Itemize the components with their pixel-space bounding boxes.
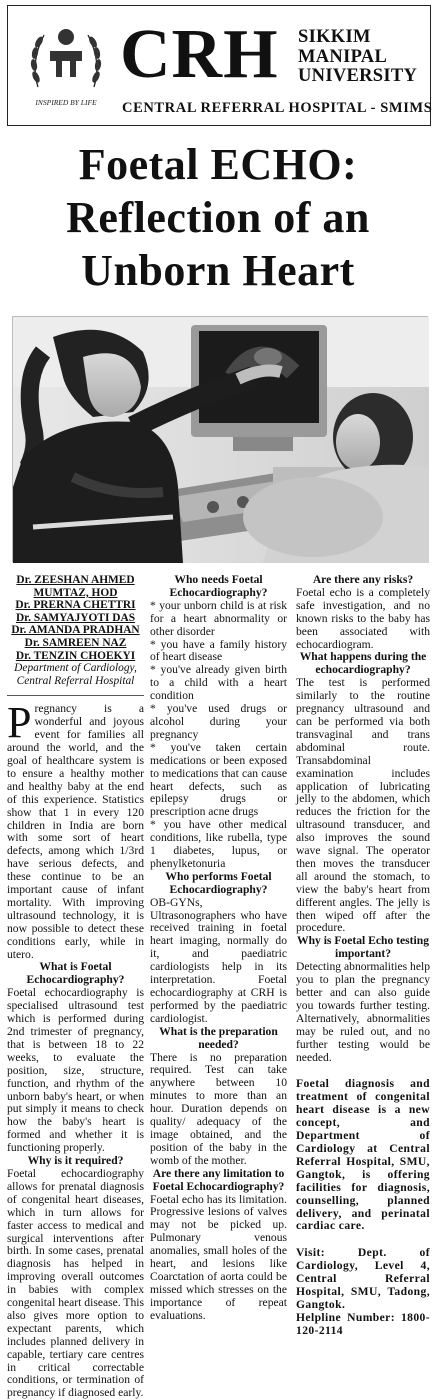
- section-heading: What is Foetal Echocardiography?: [26, 960, 125, 987]
- section-heading: Why is Foetal Echo testing important?: [296, 934, 430, 961]
- logo-text: INSPIRED BY LIFE: [35, 98, 97, 107]
- section-heading: Why is it required?: [27, 1154, 124, 1168]
- section-heading: Who performs Foetal Echocardiography?: [165, 869, 272, 896]
- author-name: Dr. SAMREEN NAZ: [24, 636, 127, 649]
- list-item: * you've taken certain medications or been exposed to medications that can cause heart defects, such as epilepsy drugs or prescription acne drugs: [150, 740, 287, 819]
- university-name: [298, 28, 417, 87]
- author-name: Dr. SAMYAJYOTI DAS: [15, 611, 136, 624]
- list-item: * you've used drugs or alcohol during your pregnancy: [150, 702, 287, 741]
- crh-logo-icon: [26, 17, 106, 111]
- list-item: * you have a family history of heart disease: [150, 637, 287, 664]
- article-column-3: [296, 574, 430, 1338]
- author-list: [7, 574, 144, 662]
- list-item: * you have other medical conditions, like rubella, type 1 diabetes, lupus, or phenylketonuria: [150, 818, 287, 870]
- section-heading: Who needs Foetal Echocardiography?: [169, 573, 268, 599]
- paragraph: Foetal echocardiography is specialised ultrasound test which is performed during 2nd trimester of pregnancy, that is between 18 to 22 weeks, to evaluate the position, size, structure, function, and rhythm of the unborn baby's heart, or when put simply it means to check how the baby's heart is formed and whether it is functioning properly.: [7, 986, 144, 1155]
- masthead: [7, 5, 431, 126]
- paragraph: The test is performed similarly to the routine pregnancy ultrasound and can be performed via both transvaginal and trans abdominal route. Transabdominal examination includes application of lubricating jelly to the abdomen, which reduces the friction for the ultrasound transducer, and also improves the sound wave signal. The operator then moves the transducer all around the stomach, to view the baby's heart from different angles. The jelly is then wiped off after the procedure.: [296, 676, 430, 935]
- intro-paragraph: [7, 698, 144, 961]
- ultrasound-photo: [12, 316, 428, 562]
- university-line: SIKKIM: [298, 27, 371, 47]
- headline-line: Unborn Heart: [81, 246, 355, 295]
- author-name: MUMTAZ, HOD: [33, 586, 118, 599]
- headline-line: Foetal ECHO:: [78, 140, 358, 189]
- author-department: Department of Cardiology, Central Referral Hospital: [14, 662, 137, 687]
- divider: [7, 695, 144, 696]
- hospital-name: CENTRAL REFERRAL HOSPITAL - SMIMS: [122, 100, 433, 116]
- section-heading: What happens during the echocardiography?: [299, 650, 427, 677]
- paragraph: OB-GYNs, Ultrasonographers who have received training in foetal heart imaging, normally do it, and paediatric cardiologists help in its interpretation. Foetal echocardiography at CRH is performed by the paediatric cardiologist.: [150, 895, 287, 1025]
- section-heading: Are there any risks?: [312, 573, 414, 586]
- author-name: Dr. ZEESHAN AHMED: [16, 574, 135, 586]
- paragraph: Foetal echo has its limitation. Progressive lesions of valves may not be picked up. Pulmonary venous anomalies, small holes of the heart, and lesions like Coarctation of aorta could be missed which stresses on the importance of repeat evaluations.: [150, 1192, 287, 1322]
- paragraph: Foetal echo is a completely safe investigation, and no known risks to the baby has been associated with echocardiogram.: [296, 585, 430, 651]
- paragraph: Detecting abnormalities help you to plan the pregnancy better and can also guide you towards further testing. Alternatively, abnormalities may be ruled out, and no further testing would be needed.: [296, 960, 430, 1064]
- list-item: * your unborn child is at risk for a heart abnormality or other disorder: [150, 598, 287, 638]
- headline-line: Reflection of an: [66, 193, 370, 242]
- brand-name: CRH: [120, 16, 279, 93]
- author-name: Dr. AMANDA PRADHAN: [11, 624, 140, 637]
- author-name: Dr. TENZIN CHOEKYI: [15, 649, 136, 662]
- drop-cap: P: [7, 698, 32, 748]
- article-column-2: [150, 574, 287, 1323]
- university-line: UNIVERSITY: [298, 66, 418, 86]
- list-item: * you've already given birth to a child with a heart condition: [150, 663, 287, 703]
- closing-block: [296, 1078, 430, 1337]
- section-heading: What is the preparation needed?: [159, 1024, 278, 1051]
- university-line: MANIPAL: [298, 46, 388, 67]
- author-name: Dr. PRERNA CHETTRI: [15, 599, 136, 612]
- concept-paragraph: Foetal diagnosis and treatment of congenital heart disease is a new concept, and Department of Cardiology at Central Referral Hospital, SMU, Gangtok, is offering facilities for diagnosis, counselling, planned delivery, and perinatal cardiac care.: [296, 1077, 430, 1233]
- visit-info: Visit: Dept. of Cardiology, Level 4, Central Referral Hospital, SMU, Tadong, Gangtok.: [296, 1246, 430, 1311]
- article-column-1: [7, 574, 144, 1400]
- headline: [0, 138, 436, 297]
- paragraph: Foetal echocardiography allows for prenatal diagnosis of congenital heart diseases, which in turn allows for faster access to medical and surgical interventions after birth. In some cases, prenatal diagnosis has helped in improving overall outcomes in babies with complex congenital heart disease. This also gives more option to expectant parents, which includes planned delivery in capable, tertiary care centres in critical correctable conditions, or termination of pregnancy if diagnosed early.: [7, 1166, 144, 1400]
- intro-text: regnancy is a wonderful and joyous event for families all around the world, and the goal of healthcare system is to ensure a healthy mother and healthy baby at the end of this experience. Statistics show that 1 in every 120 children in India are born with some sort of heart defects, among which 1/3rd have serious defects, and these continue to be an important cause of infant mortality. With improving ultrasound technology, it is now possible to detect these conditions early, while in utero.: [7, 702, 144, 961]
- section-heading: Are there any limitation to Foetal Echocardiography?: [152, 1166, 285, 1193]
- helpline-info: Helpline Number: 1800-120-2114: [296, 1310, 430, 1337]
- ultrasound-scene-image: [13, 317, 429, 563]
- paragraph: There is no preparation required. Test can take anywhere between 10 minutes to more than an hour. Duration depends on quality/ adequacy of the image obtained, and the position of the baby in the womb of the mother.: [150, 1050, 287, 1167]
